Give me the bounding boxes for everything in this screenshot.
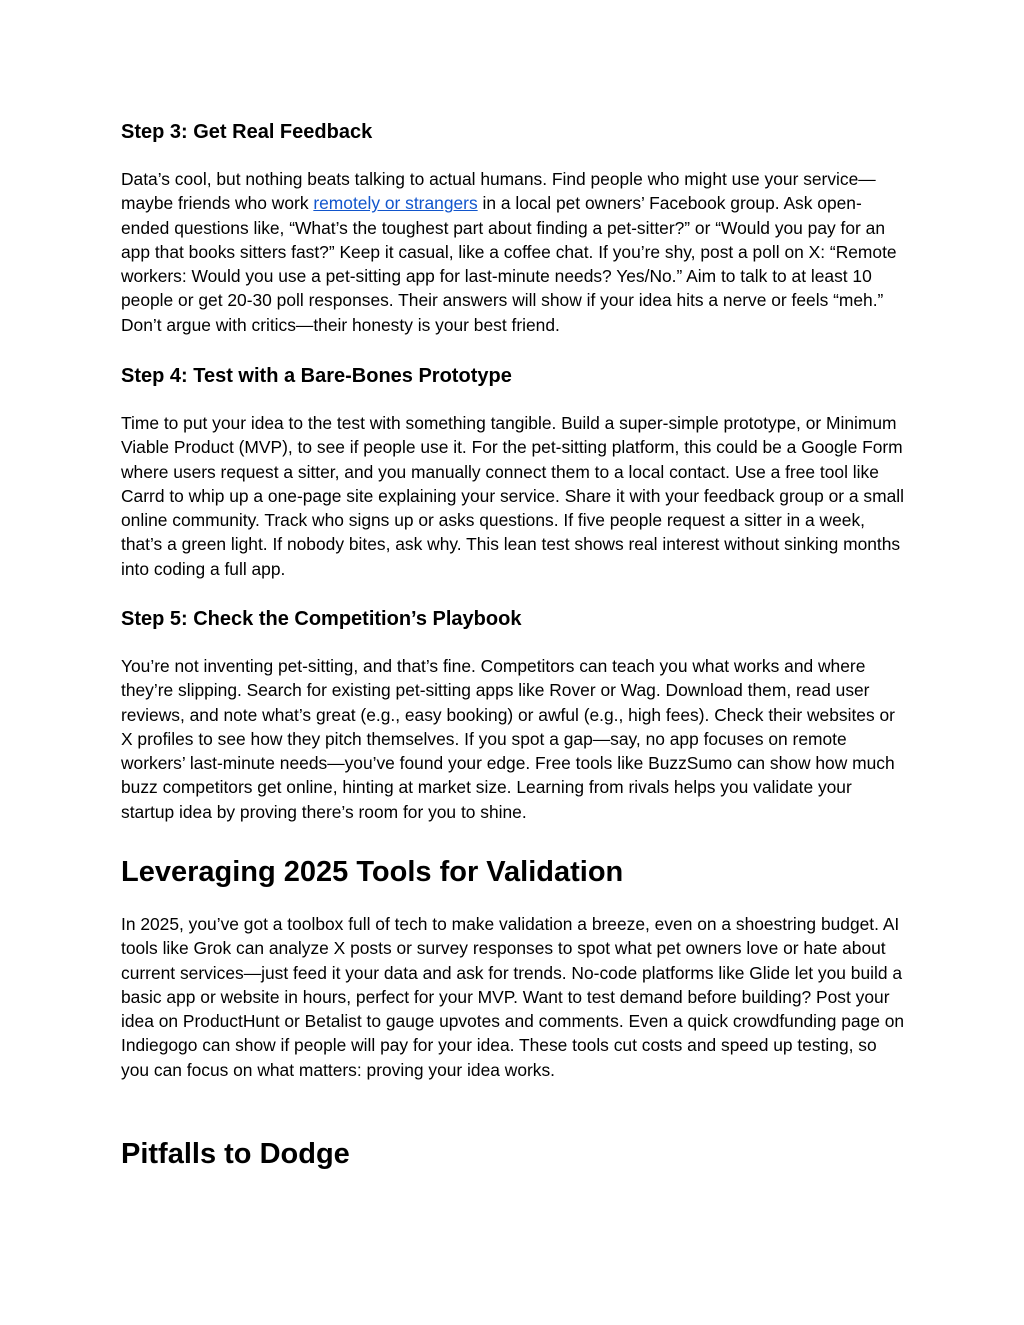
step-5-heading: Step 5: Check the Competition’s Playbook	[121, 608, 522, 630]
section-tools	[121, 854, 905, 1082]
section-step-3	[121, 120, 905, 337]
tools-paragraph: In 2025, you’ve got a toolbox full of tech to make validation a breeze, even on a shoestring budget. AI tools like Grok can analyze X posts or survey responses to spot what pet owners love or hate about current services—just feed it your data and ask for trends. No-code platforms like Glide let you build a basic app or website in hours, perfect for your MVP. Want to test demand before building? Post your idea on ProductHunt or Betalist to gauge upvotes and comments. Even a quick crowdfunding page on Indiegogo can show if people will pay for your idea. These tools cut costs and speed up testing, so you can focus on what matters: proving your idea works.	[121, 914, 905, 1080]
section-step-5	[121, 607, 905, 824]
section-pitfalls	[121, 1136, 905, 1172]
remotely-or-strangers-link[interactable]: remotely or strangers	[313, 193, 478, 214]
step-4-heading: Step 4: Test with a Bare-Bones Prototype	[121, 365, 512, 387]
step-3-text-after-link: in a local pet owners’ Facebook group. Ask open-ended questions like, “What’s the toughest part about finding a pet-sitter?” or “Would you pay for an app that books sitters fast?” Keep it casual, like a coffee chat. If you’re shy, post a poll on X: “Remote workers: Would you use a pet-sitting app for last-minute needs? Yes/No.” Aim to talk to at least 10 people or get 20-30 poll responses. Their answers will show if your idea hits a nerve or feels “meh.” Don’t argue with critics—their honesty is your best friend.	[121, 193, 897, 335]
pitfalls-heading: Pitfalls to Dodge	[121, 1138, 350, 1170]
step-3-paragraph	[121, 167, 905, 337]
section-step-4	[121, 364, 905, 581]
step-4-paragraph: Time to put your idea to the test with something tangible. Build a super-simple prototype, or Minimum Viable Product (MVP), to see if people use it. For the pet-sitting platform, this could be a Google Form where users request a sitter, and you manually connect them to a local contact. Use a free tool like Carrd to whip up a one-page site explaining your service. Share it with your feedback group or a small online community. Track who signs up or asks questions. If five people request a sitter in a week, that’s a green light. If nobody bites, ask why. This lean test shows real interest without sinking months into coding a full app.	[121, 413, 904, 579]
step-3-text-before-link: Data’s cool, but nothing beats talking to actual humans. Find people who might use your service—maybe friends who work	[121, 169, 876, 214]
tools-heading: Leveraging 2025 Tools for Validation	[121, 856, 624, 888]
step-5-paragraph: You’re not inventing pet-sitting, and that’s fine. Competitors can teach you what works and where they’re slipping. Search for existing pet-sitting apps like Rover or Wag. Download them, read user reviews, and note what’s great (e.g., easy booking) or awful (e.g., high fees). Check their websites or X profiles to see how they pitch themselves. If you spot a gap—say, no app focuses on remote workers’ last-minute needs—you’ve found your edge. Free tools like BuzzSumo can show how much buzz competitors get online, hinting at market size. Learning from rivals helps you validate your startup idea by proving there’s room for you to shine.	[121, 656, 895, 822]
step-3-heading: Step 3: Get Real Feedback	[121, 121, 373, 143]
